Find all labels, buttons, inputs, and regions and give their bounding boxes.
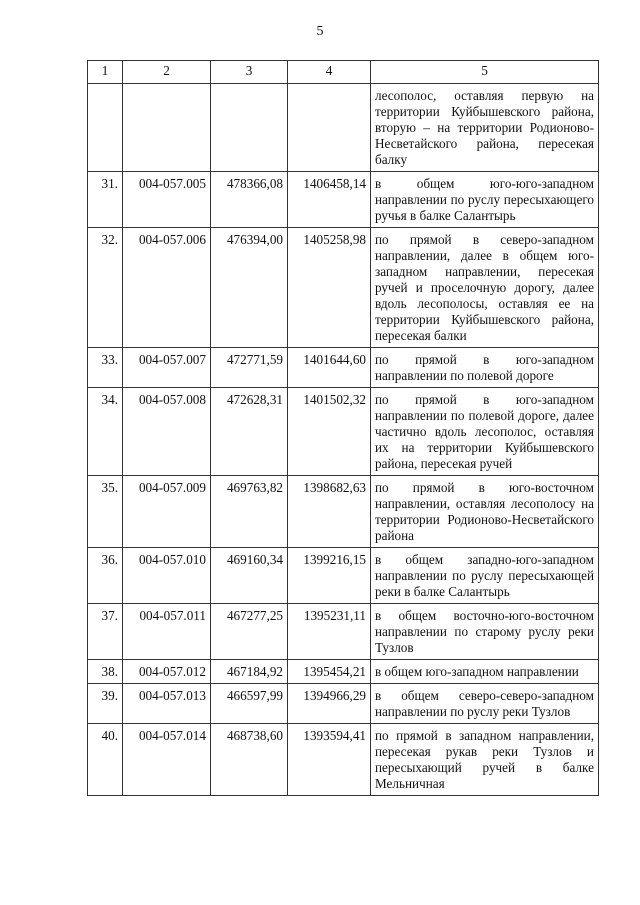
y-coordinate-cell: 1393594,41	[288, 724, 371, 796]
description-cell: по прямой в юго-восточном направлении, оставляя лесополосу на территории Родионово-Несветайского района	[371, 476, 599, 548]
table-row	[88, 476, 599, 548]
column-header: 4	[288, 61, 371, 84]
x-coordinate-cell: 478366,08	[211, 172, 288, 228]
x-coordinate-cell: 468738,60	[211, 724, 288, 796]
point-code-cell: 004-057.006	[123, 228, 211, 348]
point-code-cell: 004-057.005	[123, 172, 211, 228]
boundary-points-table	[87, 60, 599, 796]
empty-cell	[211, 84, 288, 172]
continuation-row	[88, 84, 599, 172]
table-row	[88, 684, 599, 724]
y-coordinate-cell: 1399216,15	[288, 548, 371, 604]
description-cell: в общем северо-северо-западном направлении по руслу реки Тузлов	[371, 684, 599, 724]
y-coordinate-cell: 1405258,98	[288, 228, 371, 348]
y-coordinate-cell: 1394966,29	[288, 684, 371, 724]
row-number-cell: 33.	[88, 348, 123, 388]
empty-cell	[88, 84, 123, 172]
y-coordinate-cell: 1401644,60	[288, 348, 371, 388]
point-code-cell: 004-057.009	[123, 476, 211, 548]
table-row	[88, 172, 599, 228]
description-cell: по прямой в юго-западном направлении по полевой дороге	[371, 348, 599, 388]
description-cell: в общем юго-западном направлении	[371, 660, 599, 684]
table-row	[88, 228, 599, 348]
x-coordinate-cell: 472628,31	[211, 388, 288, 476]
description-cell: лесополос, оставляя первую на территории Куйбышевского района, вторую – на территории Родионово-Несветайского района, пересекая балку	[371, 84, 599, 172]
row-number-cell: 31.	[88, 172, 123, 228]
row-number-cell: 38.	[88, 660, 123, 684]
empty-cell	[288, 84, 371, 172]
table-header-row	[88, 61, 599, 84]
row-number-cell: 35.	[88, 476, 123, 548]
description-cell: в общем юго-юго-западном направлении по руслу пересыхающего ручья в балке Салантырь	[371, 172, 599, 228]
table-row	[88, 604, 599, 660]
x-coordinate-cell: 466597,99	[211, 684, 288, 724]
y-coordinate-cell: 1406458,14	[288, 172, 371, 228]
table-row	[88, 388, 599, 476]
table-row	[88, 548, 599, 604]
page-number: 5	[316, 24, 324, 39]
y-coordinate-cell: 1395231,11	[288, 604, 371, 660]
point-code-cell: 004-057.011	[123, 604, 211, 660]
description-cell: по прямой в западном направлении, пересекая рукав реки Тузлов и пересыхающий ручей в балке Мельничная	[371, 724, 599, 796]
description-cell: по прямой в северо-западном направлении, далее в общем юго-западном направлении, пересекая ручей и проселочную дорогу, далее вдоль лесополосы, оставляя ее на территории Куйбышевского района, пересекая балки	[371, 228, 599, 348]
x-coordinate-cell: 476394,00	[211, 228, 288, 348]
y-coordinate-cell: 1398682,63	[288, 476, 371, 548]
point-code-cell: 004-057.012	[123, 660, 211, 684]
x-coordinate-cell: 469160,34	[211, 548, 288, 604]
row-number-cell: 37.	[88, 604, 123, 660]
empty-cell	[123, 84, 211, 172]
y-coordinate-cell: 1401502,32	[288, 388, 371, 476]
column-header: 2	[123, 61, 211, 84]
column-header: 3	[211, 61, 288, 84]
row-number-cell: 32.	[88, 228, 123, 348]
column-header: 5	[371, 61, 599, 84]
column-header: 1	[88, 61, 123, 84]
x-coordinate-cell: 472771,59	[211, 348, 288, 388]
x-coordinate-cell: 467277,25	[211, 604, 288, 660]
row-number-cell: 34.	[88, 388, 123, 476]
description-cell: в общем западно-юго-западном направлении по руслу пересыхающей реки в балке Салантырь	[371, 548, 599, 604]
x-coordinate-cell: 469763,82	[211, 476, 288, 548]
y-coordinate-cell: 1395454,21	[288, 660, 371, 684]
table-row	[88, 660, 599, 684]
description-cell: по прямой в юго-западном направлении по полевой дороге, далее частично вдоль лесополос, оставляя их на территории Куйбышевского района, пересекая ручей	[371, 388, 599, 476]
point-code-cell: 004-057.014	[123, 724, 211, 796]
row-number-cell: 36.	[88, 548, 123, 604]
x-coordinate-cell: 467184,92	[211, 660, 288, 684]
point-code-cell: 004-057.007	[123, 348, 211, 388]
point-code-cell: 004-057.010	[123, 548, 211, 604]
point-code-cell: 004-057.008	[123, 388, 211, 476]
table-row	[88, 348, 599, 388]
row-number-cell: 40.	[88, 724, 123, 796]
table-row	[88, 724, 599, 796]
point-code-cell: 004-057.013	[123, 684, 211, 724]
description-cell: в общем восточно-юго-восточном направлении по старому руслу реки Тузлов	[371, 604, 599, 660]
row-number-cell: 39.	[88, 684, 123, 724]
